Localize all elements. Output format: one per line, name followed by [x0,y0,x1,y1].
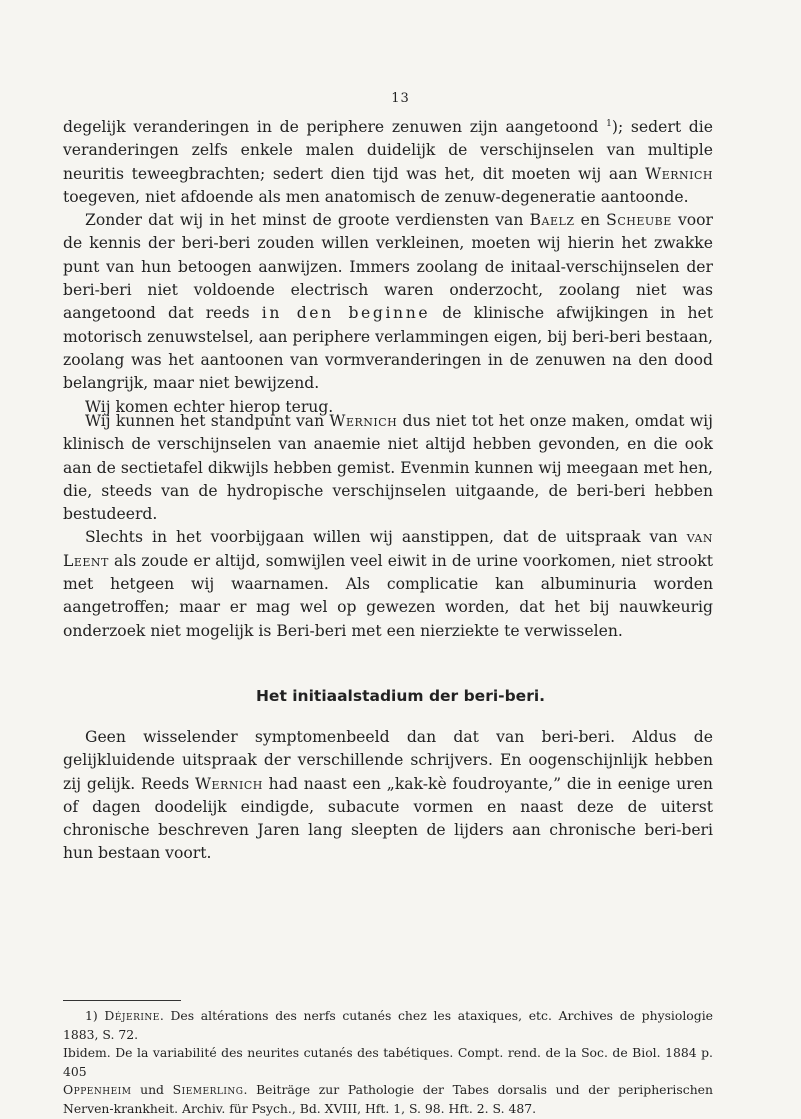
footnote-number: 1) [85,1008,105,1023]
author-name: van Leent [63,528,713,570]
text-span: als zoude er altijd, somwijlen veel eiwit in de urine voorkomen, niet strookt met hetgeen wij waarnamen. Als complicatie kan albuminuria worden aangetroffen; maar er mag wel op gewezen worden, dat het bij nauwkeurig onderzoek niet mogelijk is Beri-beri met een nierziekte te verwisselen. [63,551,713,640]
text-span: de klinische afwijkingen in het motorisch zenuwstelsel, aan periphere verlammingen eigen, bij beri-beri bestaan, zoolang was het aantoonen van vormveranderingen in de zenuwen na den dood belangrijk, maar niet bewijzend. [63,304,714,393]
text-span: Wij kunnen het standpunt van [85,412,330,430]
body-text-block-1 [63,116,713,419]
text-span: . Des altérations des nerfs cutanés chez les ataxiques, etc. Archives de physiologie 1883, S. 72. [63,1008,713,1042]
footnote-ref: 1 [606,118,612,129]
paragraph [63,116,713,209]
text-span: und [131,1082,173,1098]
author-name: Wernich [329,412,398,430]
footnotes [63,1007,713,1119]
author-name: Siemerling [172,1082,244,1098]
text-span: degelijk veranderingen in de periphere zenuwen zijn aangetoond [63,118,607,136]
footnote [63,1081,713,1118]
text-span: Zonder dat wij in het minst de groote verdiensten van [85,211,530,230]
text-span: dus niet tot het onze maken, omdat wij klinisch de verschijnselen van anaemie niet altijd hebben gevonden, en die ook aan de sectietafel dikwijls hebben gemist. Evenmin kunnen wij meegaan met hen, die, steeds van de hydropische verschijnselen uitgaande, de beri-beri hebben bestudeerd. [63,412,713,524]
text-span: voor de kennis der beri-beri zouden willen verkleinen, moeten wij hierin het zwakke punt van hun betoogen aanwijzen. Immers zoolang de initaal-verschijnselen der beri-beri niet voldoende electrisch waren onderzocht, zoolang niet was aangetoond dat reeds [63,211,714,323]
paragraph [63,726,713,866]
paragraph [63,209,713,395]
body-text-block-3 [63,726,713,866]
text-span: toegeven, niet afdoende als men anatomisch de zenuw-degeneratie aantoonde. [63,187,689,206]
author-name: Déjerine [104,1008,160,1023]
footnote-divider [63,1000,181,1001]
text-span: ); sedert die veranderingen zelfs enkele malen duidelijk de verschijnselen van multiple neuritis teweegbrachten; sedert dien tijd was het, dit moeten wij aan [63,118,713,183]
text-span: Slechts in het voorbijgaan willen wij aanstippen, dat de uitspraak van [85,528,687,547]
author-name: Wernich [645,164,713,183]
paragraph [63,526,713,642]
text-span: Geen wisselender symptomenbeeld dan dat van beri-beri. Aldus de gelijkluidende uitspraak der verschillende schrijvers. En oogenschijnlijk hebben zij gelijk. Reeds [63,728,713,793]
text-span: en [574,211,607,230]
author-name: Scheube [606,211,672,230]
text-span: . Beiträge zur Pathologie der Tabes dorsalis und der peripherischen Nerven-krankheit. Archiv. für Psych., Bd. XVIII, Hft. 1, S. 98. Hft. 2. S. 487. [63,1082,713,1116]
author-name: Oppenheim [63,1082,132,1098]
author-name: Wernich [195,774,263,793]
body-text-block-2 [63,410,713,643]
emphasis-text: in den beginne [261,304,431,323]
paragraph: Wij komen echter hierop terug. [85,397,334,416]
footnote: Ibidem. De la variabilité des neurites cutanés des tabétiques. Compt. rend. de la Soc. de Biol. 1884 p. 405 [63,1045,713,1079]
paragraph [63,410,713,526]
author-name: Baelz [529,211,575,230]
page-number: 13 [391,91,410,106]
section-heading: Het initiaalstadium der beri-beri. [255,687,546,705]
footnote [63,1007,713,1044]
text-span: had naast een „kak-kè foudroyante,” die in eenige uren of dagen doodelijk eindigde, subacute vormen en naast deze de uiterst chronische beschreven Jaren lang sleepten de lijders aan chronische beri-beri hun bestaan voort. [63,774,713,863]
